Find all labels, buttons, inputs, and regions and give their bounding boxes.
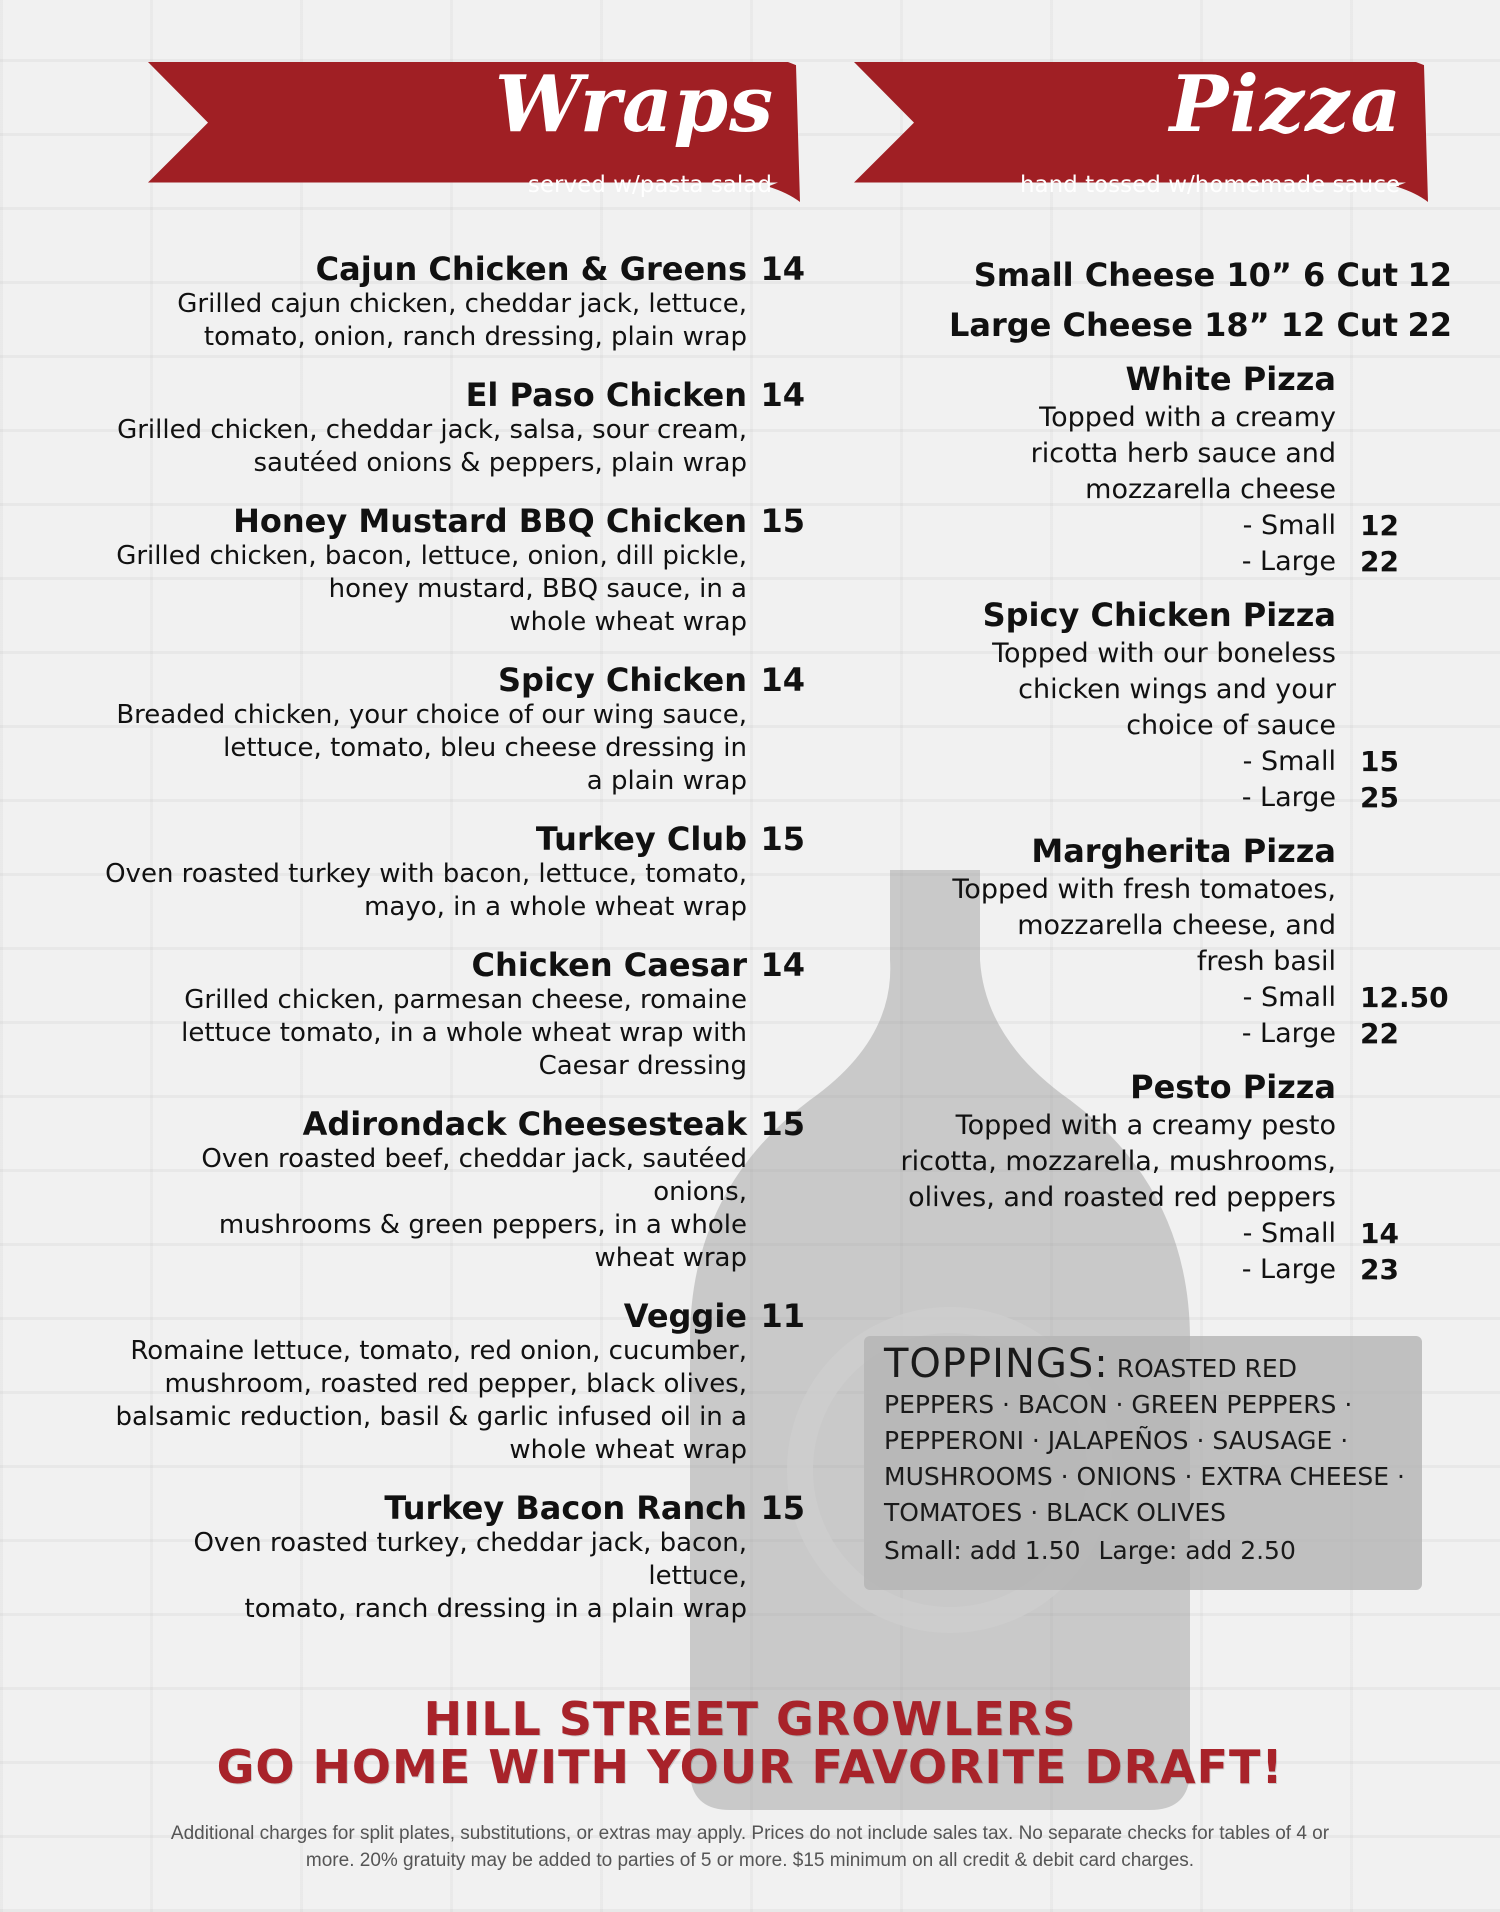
wrap-name: Veggie	[623, 1297, 747, 1335]
wrap-price: 14	[760, 250, 805, 288]
toppings-prices	[884, 1533, 1402, 1569]
size-label: - Small	[1242, 510, 1336, 541]
wraps-banner	[148, 59, 800, 202]
wrap-price: 15	[760, 820, 805, 858]
size-row-small	[850, 1216, 1399, 1252]
wrap-name: Turkey Club	[535, 820, 747, 858]
size-row-small	[850, 744, 1399, 780]
footer-disclaimer	[80, 1820, 1420, 1874]
wrap-item	[60, 820, 805, 924]
wrap-name: Chicken Caesar	[471, 946, 747, 984]
promo-line-1: HILL STREET GROWLERS	[423, 1692, 1077, 1746]
pizza-banner	[854, 59, 1428, 202]
wrap-name: Cajun Chicken & Greens	[315, 250, 747, 288]
wraps-list	[60, 250, 805, 1648]
wrap-item	[60, 376, 805, 480]
size-label: - Large	[1241, 782, 1336, 813]
pizza-name: Pesto Pizza	[1130, 1068, 1336, 1106]
toppings-line: PEPPERONI · JALAPEÑOS · SAUSAGE ·	[884, 1426, 1349, 1455]
size-price: 22	[1360, 545, 1399, 578]
size-row-small	[850, 980, 1449, 1016]
wrap-price: 15	[760, 1489, 805, 1527]
wraps-title: Wraps	[494, 59, 774, 150]
size-label: - Small	[1242, 746, 1336, 777]
size-row-large	[850, 1252, 1399, 1288]
wrap-description: Romaine lettuce, tomato, red onion, cucumber, mushroom, roasted red pepper, black olives, balsamic reduction, basil & garlic infused oil in a whole wheat wrap	[115, 1336, 747, 1465]
pizza-description: Topped with a creamy pesto ricotta, mozzarella, mushrooms, olives, and roasted red peppers	[900, 1110, 1336, 1213]
wrap-price: 14	[760, 946, 805, 984]
wrap-description: Oven roasted turkey, cheddar jack, bacon, lettuce, tomato, ranch dressing in a plain wrap	[193, 1528, 747, 1624]
wrap-description: Oven roasted turkey with bacon, lettuce, tomato, mayo, in a whole wheat wrap	[105, 859, 747, 922]
specialty-pizza	[850, 830, 1490, 1052]
pizza-simple-row	[850, 250, 1490, 300]
pizza-price: 22	[1407, 306, 1452, 344]
wrap-item	[60, 1105, 805, 1275]
toppings-label: TOPPINGS:	[884, 1341, 1109, 1387]
size-label: - Large	[1241, 546, 1336, 577]
wrap-name: Spicy Chicken	[498, 661, 747, 699]
wrap-item	[60, 250, 805, 354]
wraps-subtitle: served w/pasta salad	[527, 172, 772, 198]
wrap-description: Grilled chicken, parmesan cheese, romaine lettuce tomato, in a whole wheat wrap with Caesar dressing	[181, 985, 747, 1081]
toppings-line: PEPPERS · BACON · GREEN PEPPERS ·	[884, 1390, 1353, 1419]
footer-line: more. 20% gratuity may be added to parties of 5 or more. $15 minimum on all credit & debit card charges.	[305, 1850, 1195, 1871]
wrap-description: Grilled chicken, cheddar jack, salsa, sour cream, sautéed onions & peppers, plain wrap	[117, 415, 747, 478]
size-label: - Large	[1241, 1018, 1336, 1049]
toppings-text: ROASTED RED	[1116, 1354, 1297, 1383]
size-price: 23	[1360, 1253, 1399, 1286]
wrap-name: Adirondack Cheesesteak	[302, 1105, 747, 1143]
size-price: 25	[1360, 781, 1399, 814]
wrap-item	[60, 661, 805, 798]
wrap-item	[60, 946, 805, 1083]
specialty-pizza	[850, 594, 1490, 816]
size-row-large	[850, 1016, 1399, 1052]
wrap-price: 15	[760, 1105, 805, 1143]
size-row-small	[850, 508, 1399, 544]
toppings-line: MUSHROOMS · ONIONS · EXTRA CHEESE ·	[884, 1462, 1405, 1491]
wrap-name: El Paso Chicken	[465, 376, 747, 414]
pizza-description: Topped with fresh tomatoes, mozzarella cheese, and fresh basil	[952, 874, 1336, 977]
wrap-name: Honey Mustard BBQ Chicken	[233, 502, 747, 540]
pizza-name: Margherita Pizza	[1031, 832, 1336, 870]
size-label: - Small	[1242, 1218, 1336, 1249]
size-row-large	[850, 544, 1399, 580]
size-price: 12	[1360, 509, 1399, 542]
pizza-name: Spicy Chicken Pizza	[982, 596, 1336, 634]
toppings-box	[864, 1336, 1422, 1590]
size-price: 22	[1360, 1017, 1399, 1050]
pizza-name: Large Cheese 18” 12 Cut	[948, 306, 1398, 344]
specialty-pizza	[850, 1066, 1490, 1288]
size-label: - Large	[1241, 1254, 1336, 1285]
wrap-name: Turkey Bacon Ranch	[384, 1489, 747, 1527]
wrap-description: Grilled cajun chicken, cheddar jack, lettuce, tomato, onion, ranch dressing, plain wrap	[177, 289, 747, 352]
pizza-subtitle: hand tossed w/homemade sauce	[1019, 172, 1400, 198]
wrap-price: 14	[760, 376, 805, 414]
pizza-name: White Pizza	[1125, 360, 1336, 398]
pizza-description: Topped with our boneless chicken wings and your choice of sauce	[992, 638, 1336, 741]
pizza-simple-row	[850, 300, 1490, 350]
toppings-line: TOMATOES · BLACK OLIVES	[884, 1498, 1226, 1527]
promo-line-2: GO HOME WITH YOUR FAVORITE DRAFT!	[216, 1740, 1284, 1794]
wrap-description: Oven roasted beef, cheddar jack, sautéed onions, mushrooms & green peppers, in a whole wheat wrap	[201, 1144, 747, 1273]
wrap-item	[60, 1297, 805, 1467]
wrap-item	[60, 1489, 805, 1626]
size-label: - Small	[1242, 982, 1336, 1013]
pizza-list	[850, 250, 1490, 1302]
wrap-price: 15	[760, 502, 805, 540]
size-price: 14	[1360, 1217, 1399, 1250]
toppings-small-price: Small: add 1.50	[884, 1536, 1081, 1565]
size-price: 15	[1360, 745, 1399, 778]
wrap-item	[60, 502, 805, 639]
pizza-price: 12	[1407, 256, 1452, 294]
pizza-name: Small Cheese 10” 6 Cut	[973, 256, 1398, 294]
size-price: 12.50	[1360, 981, 1449, 1014]
pizza-title: Pizza	[1169, 59, 1402, 150]
wrap-description: Grilled chicken, bacon, lettuce, onion, dill pickle, honey mustard, BBQ sauce, in a whole wheat wrap	[116, 541, 747, 637]
footer-line: Additional charges for split plates, substitutions, or extras may apply. Prices do not include sales tax. No separate checks for tables of 4 or	[170, 1823, 1330, 1844]
wrap-description: Breaded chicken, your choice of our wing sauce, lettuce, tomato, bleu cheese dressing in a plain wrap	[116, 700, 747, 796]
pizza-description: Topped with a creamy ricotta herb sauce and mozzarella cheese	[1030, 402, 1336, 505]
wrap-price: 14	[760, 661, 805, 699]
toppings-large-price: Large: add 2.50	[1098, 1536, 1296, 1565]
size-row-large	[850, 780, 1399, 816]
specialty-pizza	[850, 358, 1490, 580]
wrap-price: 11	[760, 1297, 805, 1335]
